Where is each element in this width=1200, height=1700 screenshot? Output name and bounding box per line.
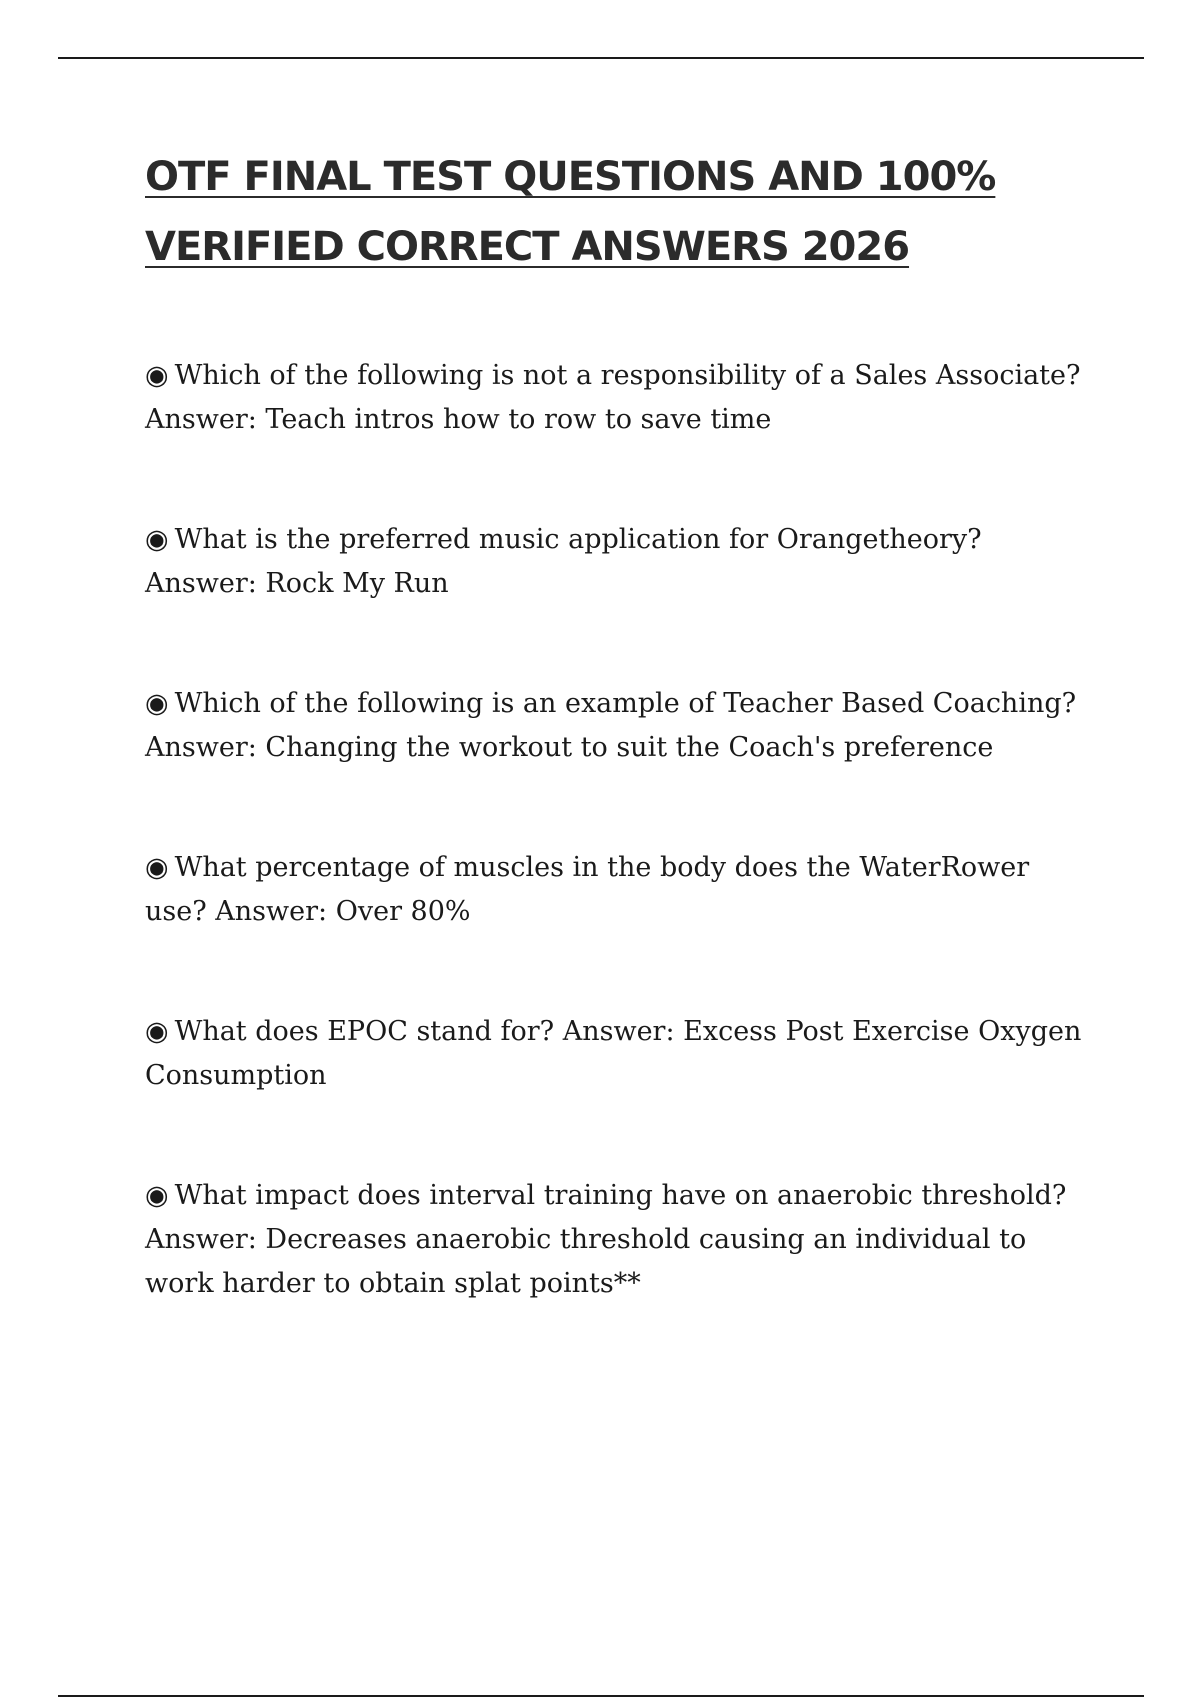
bullet-icon: ◉	[145, 360, 169, 391]
qa-text: What is the preferred music application for Orangetheory? Answer: Rock My Run	[145, 524, 982, 599]
top-rule	[58, 57, 1144, 59]
bullet-icon: ◉	[145, 1180, 169, 1211]
qa-item-6	[145, 1174, 1090, 1306]
qa-item-1	[145, 354, 1090, 442]
bullet-icon: ◉	[145, 524, 169, 555]
bullet-icon: ◉	[145, 852, 169, 883]
title-line-2: VERIFIED CORRECT ANSWERS 2026	[145, 224, 910, 270]
qa-text: Which of the following is not a responsibility of a Sales Associate? Answer: Teach intros how to row to save time	[145, 360, 1081, 435]
qa-text: Which of the following is an example of Teacher Based Coaching? Answer: Changing the workout to suit the Coach's preference	[145, 688, 1077, 763]
qa-text: What percentage of muscles in the body does the WaterRower use? Answer: Over 80%	[145, 852, 1030, 927]
title-line-1: OTF FINAL TEST QUESTIONS AND 100%	[145, 154, 996, 200]
bullet-icon: ◉	[145, 688, 169, 719]
bottom-rule	[58, 1695, 1144, 1697]
bullet-icon: ◉	[145, 1016, 169, 1047]
document-title	[145, 142, 1105, 282]
qa-item-5	[145, 1010, 1090, 1098]
qa-text: What does EPOC stand for? Answer: Excess Post Exercise Oxygen Consumption	[145, 1016, 1082, 1091]
qa-item-4	[145, 846, 1090, 934]
qa-item-2	[145, 518, 1090, 606]
qa-text: What impact does interval training have on anaerobic threshold? Answer: Decreases anaerobic threshold causing an individual to work harder to obtain splat points**	[145, 1180, 1067, 1299]
qa-item-3	[145, 682, 1090, 770]
